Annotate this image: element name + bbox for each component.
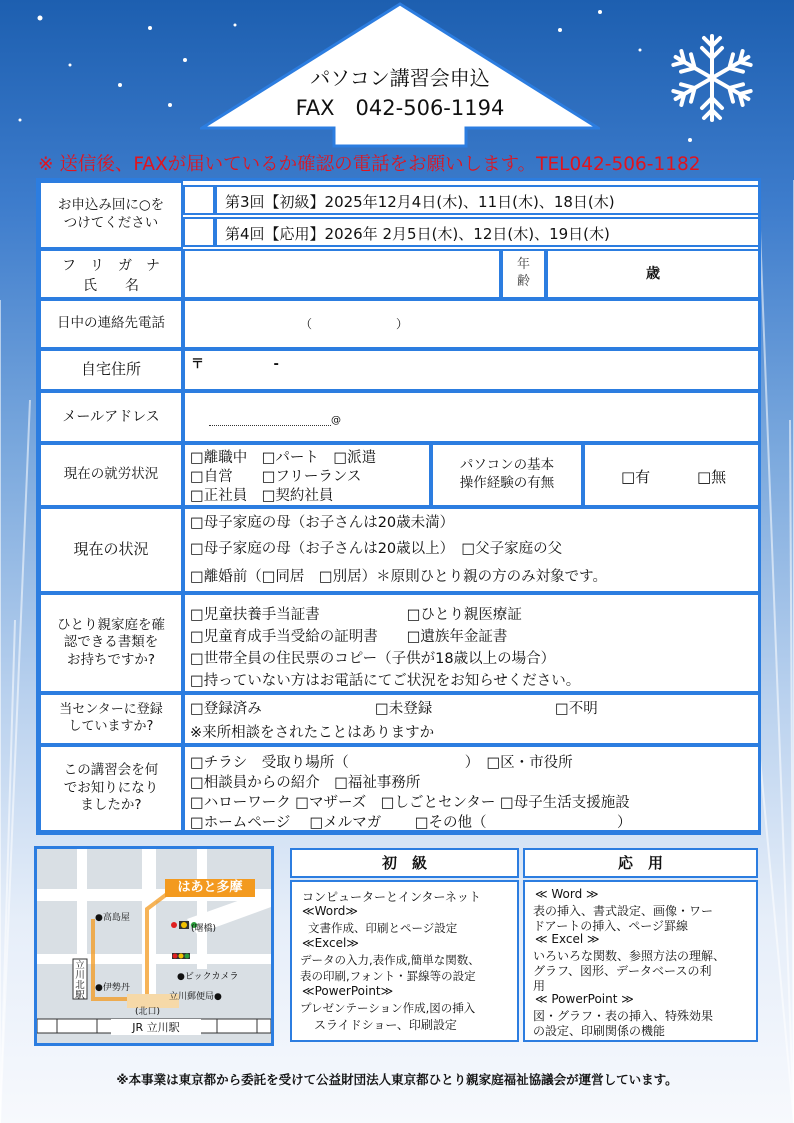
- age-field[interactable]: 歳: [546, 249, 760, 299]
- basic-course-line: ≪PowerPoint≫: [302, 984, 394, 998]
- unregistered-option[interactable]: □未登録: [375, 701, 433, 717]
- session3-text: 第3回【初級】2025年12月4日(木)、11日(木)、18日(木): [215, 185, 760, 215]
- name-label: [39, 249, 183, 299]
- address-label: 自宅住所: [39, 349, 183, 391]
- status-line: □母子家庭の母（お子さんは20歳未満）: [190, 515, 455, 531]
- email-field[interactable]: [183, 391, 760, 443]
- name-text-label: 氏 名: [83, 278, 139, 294]
- advanced-course-line: 図・グラフ・表の挿入、特殊効果: [533, 1009, 714, 1023]
- basic-course-line: プレゼンテーション作成,図の挿入: [300, 1001, 476, 1015]
- registration-options[interactable]: [183, 693, 760, 745]
- status-line: □母子家庭の母（お子さんは20歳以上） □父子家庭の父: [190, 541, 563, 557]
- source-line: □ホームページ □メルマガ □その他（ ）: [190, 815, 632, 831]
- source-label: この講習会を何 でお知りになり ましたか?: [39, 745, 183, 832]
- name-field[interactable]: [183, 249, 501, 299]
- documents-options[interactable]: [183, 593, 760, 693]
- documents-line: □児童扶養手当証書 □ひとり親医療証: [190, 607, 522, 623]
- employment-line: □自営 □フリーランス: [190, 469, 362, 485]
- email-underline: [209, 425, 331, 426]
- postal-mark: 〒 -: [191, 357, 279, 372]
- post-office-label: 立川郵便局●: [169, 992, 222, 1002]
- address-field[interactable]: [183, 349, 760, 391]
- session3-checkbox[interactable]: [183, 185, 215, 215]
- hearttama-badge: はあと多摩: [165, 879, 255, 897]
- tachikawa-kita-label: 立川北駅: [75, 960, 85, 1001]
- north-exit-label: (北口): [135, 1007, 161, 1017]
- documents-line: □児童育成手当受給の証明書 □遺族年金証書: [190, 629, 508, 645]
- snowflake-icon: [662, 28, 762, 128]
- advanced-course-box: [523, 880, 758, 1042]
- advanced-course-line: ≪ Excel ≫: [535, 932, 600, 946]
- source-line: □ハローワーク □マザーズ □しごとセンター □母子生活支援施設: [190, 795, 630, 811]
- session4-text: 第4回【応用】2026年 2月5日(木)、12日(木)、19日(木): [215, 217, 760, 247]
- fax-number: FAX 042-506-1194: [295, 96, 505, 120]
- confirmation-notice: ※ 送信後、FAXが届いているか確認の電話をお願いします。TEL042-506-1182: [38, 154, 701, 175]
- advanced-course-line: 表の挿入、書式設定、画像・ワー: [533, 904, 714, 918]
- age-label: 年 齢: [501, 249, 546, 299]
- form-title: パソコン講習会申込: [310, 66, 490, 90]
- session4-checkbox[interactable]: [183, 217, 215, 247]
- phone-label: 日中の連絡先電話: [39, 299, 183, 349]
- pc-experience-options[interactable]: [583, 443, 760, 507]
- advanced-course-line: いろいろな関数、参照方法の理解、: [533, 949, 726, 963]
- status-label: 現在の状況: [39, 507, 183, 593]
- email-at-sign: @: [331, 415, 341, 426]
- pc-yes-option[interactable]: □有: [621, 468, 651, 486]
- employment-line: □離職中 □パート □派遣: [190, 450, 377, 466]
- unknown-option[interactable]: □不明: [555, 701, 598, 717]
- phone-field[interactable]: [183, 299, 760, 349]
- source-options[interactable]: [183, 745, 760, 832]
- email-label: メールアドレス: [39, 391, 183, 443]
- registration-label: 当センターに登録 していますか?: [39, 693, 183, 745]
- basic-course-line: ≪Excel≫: [302, 936, 359, 950]
- advanced-course-line: の設定、印刷関係の機能: [533, 1024, 666, 1038]
- phone-area-parens: （ ）: [300, 317, 409, 331]
- isetan-label: ●伊勢丹: [95, 983, 130, 993]
- basic-course-line: コンピューターとインターネット: [302, 890, 481, 904]
- station-label: JR 立川駅: [111, 1019, 201, 1035]
- documents-line: □世帯全員の住民票のコピー（子供が18歳以上の場合）: [190, 651, 556, 667]
- bic-camera-label: ●ビックカメラ: [177, 972, 239, 982]
- takashimaya-label: ●高島屋: [95, 913, 130, 923]
- advanced-course-line: ≪ PowerPoint ≫: [535, 992, 634, 1006]
- employment-label: 現在の就労状況: [39, 443, 183, 507]
- basic-course-box: [290, 880, 519, 1042]
- documents-label: ひとり親家庭を確 認できる書類を お持ちですか?: [39, 593, 183, 693]
- registered-option[interactable]: □登録済み: [190, 701, 262, 717]
- advanced-course-line: 用: [533, 979, 546, 993]
- sessions-label: お申込み回に○を つけてください: [39, 181, 183, 249]
- source-line: □相談員からの紹介 □福祉事務所: [190, 775, 421, 791]
- basic-course-line: ≪Word≫: [302, 904, 358, 918]
- employment-options[interactable]: [183, 443, 431, 507]
- status-line: □離婚前（□同居 □別居）＊原則ひとり親の方のみ対象です。: [190, 569, 607, 585]
- employment-line: □正社員 □契約社員: [190, 488, 334, 504]
- basic-course-line: スライドショー、印刷設定: [314, 1018, 457, 1032]
- basic-course-line: 文書作成、印刷とページ設定: [308, 921, 458, 935]
- access-map: [34, 846, 274, 1046]
- advanced-course-line: ≪ Word ≫: [535, 887, 599, 901]
- source-line: □チラシ 受取り場所（ ） □区・市役所: [190, 755, 573, 771]
- advanced-course-line: グラフ、図形、データベースの利: [533, 964, 712, 978]
- akebono-label: (曙橋): [191, 924, 217, 934]
- pc-no-option[interactable]: □無: [697, 468, 727, 486]
- basic-course-line: データの入力,表作成,簡単な関数、: [300, 953, 480, 967]
- visit-question: ※来所相談をされたことはありますか: [190, 725, 435, 741]
- basic-course-title: 初 級: [290, 848, 519, 878]
- footer-note: ※本事業は東京都から委託を受けて公益財団法人東京都ひとり親家庭福祉協議会が運営しています。: [116, 1072, 678, 1087]
- application-form: [36, 178, 761, 835]
- advanced-course-line: ドアートの挿入、ページ罫線: [533, 919, 689, 933]
- status-options[interactable]: [183, 507, 760, 593]
- pc-experience-label: パソコンの基本 操作経験の有無: [431, 443, 583, 507]
- basic-course-line: 表の印刷,フォント・罫線等の設定: [300, 969, 476, 983]
- advanced-course-title: 応 用: [523, 848, 758, 878]
- documents-line: □持っていない方はお電話にてご状況をお知らせください。: [190, 673, 581, 689]
- furigana-label: フ リ ガ ナ: [62, 258, 160, 274]
